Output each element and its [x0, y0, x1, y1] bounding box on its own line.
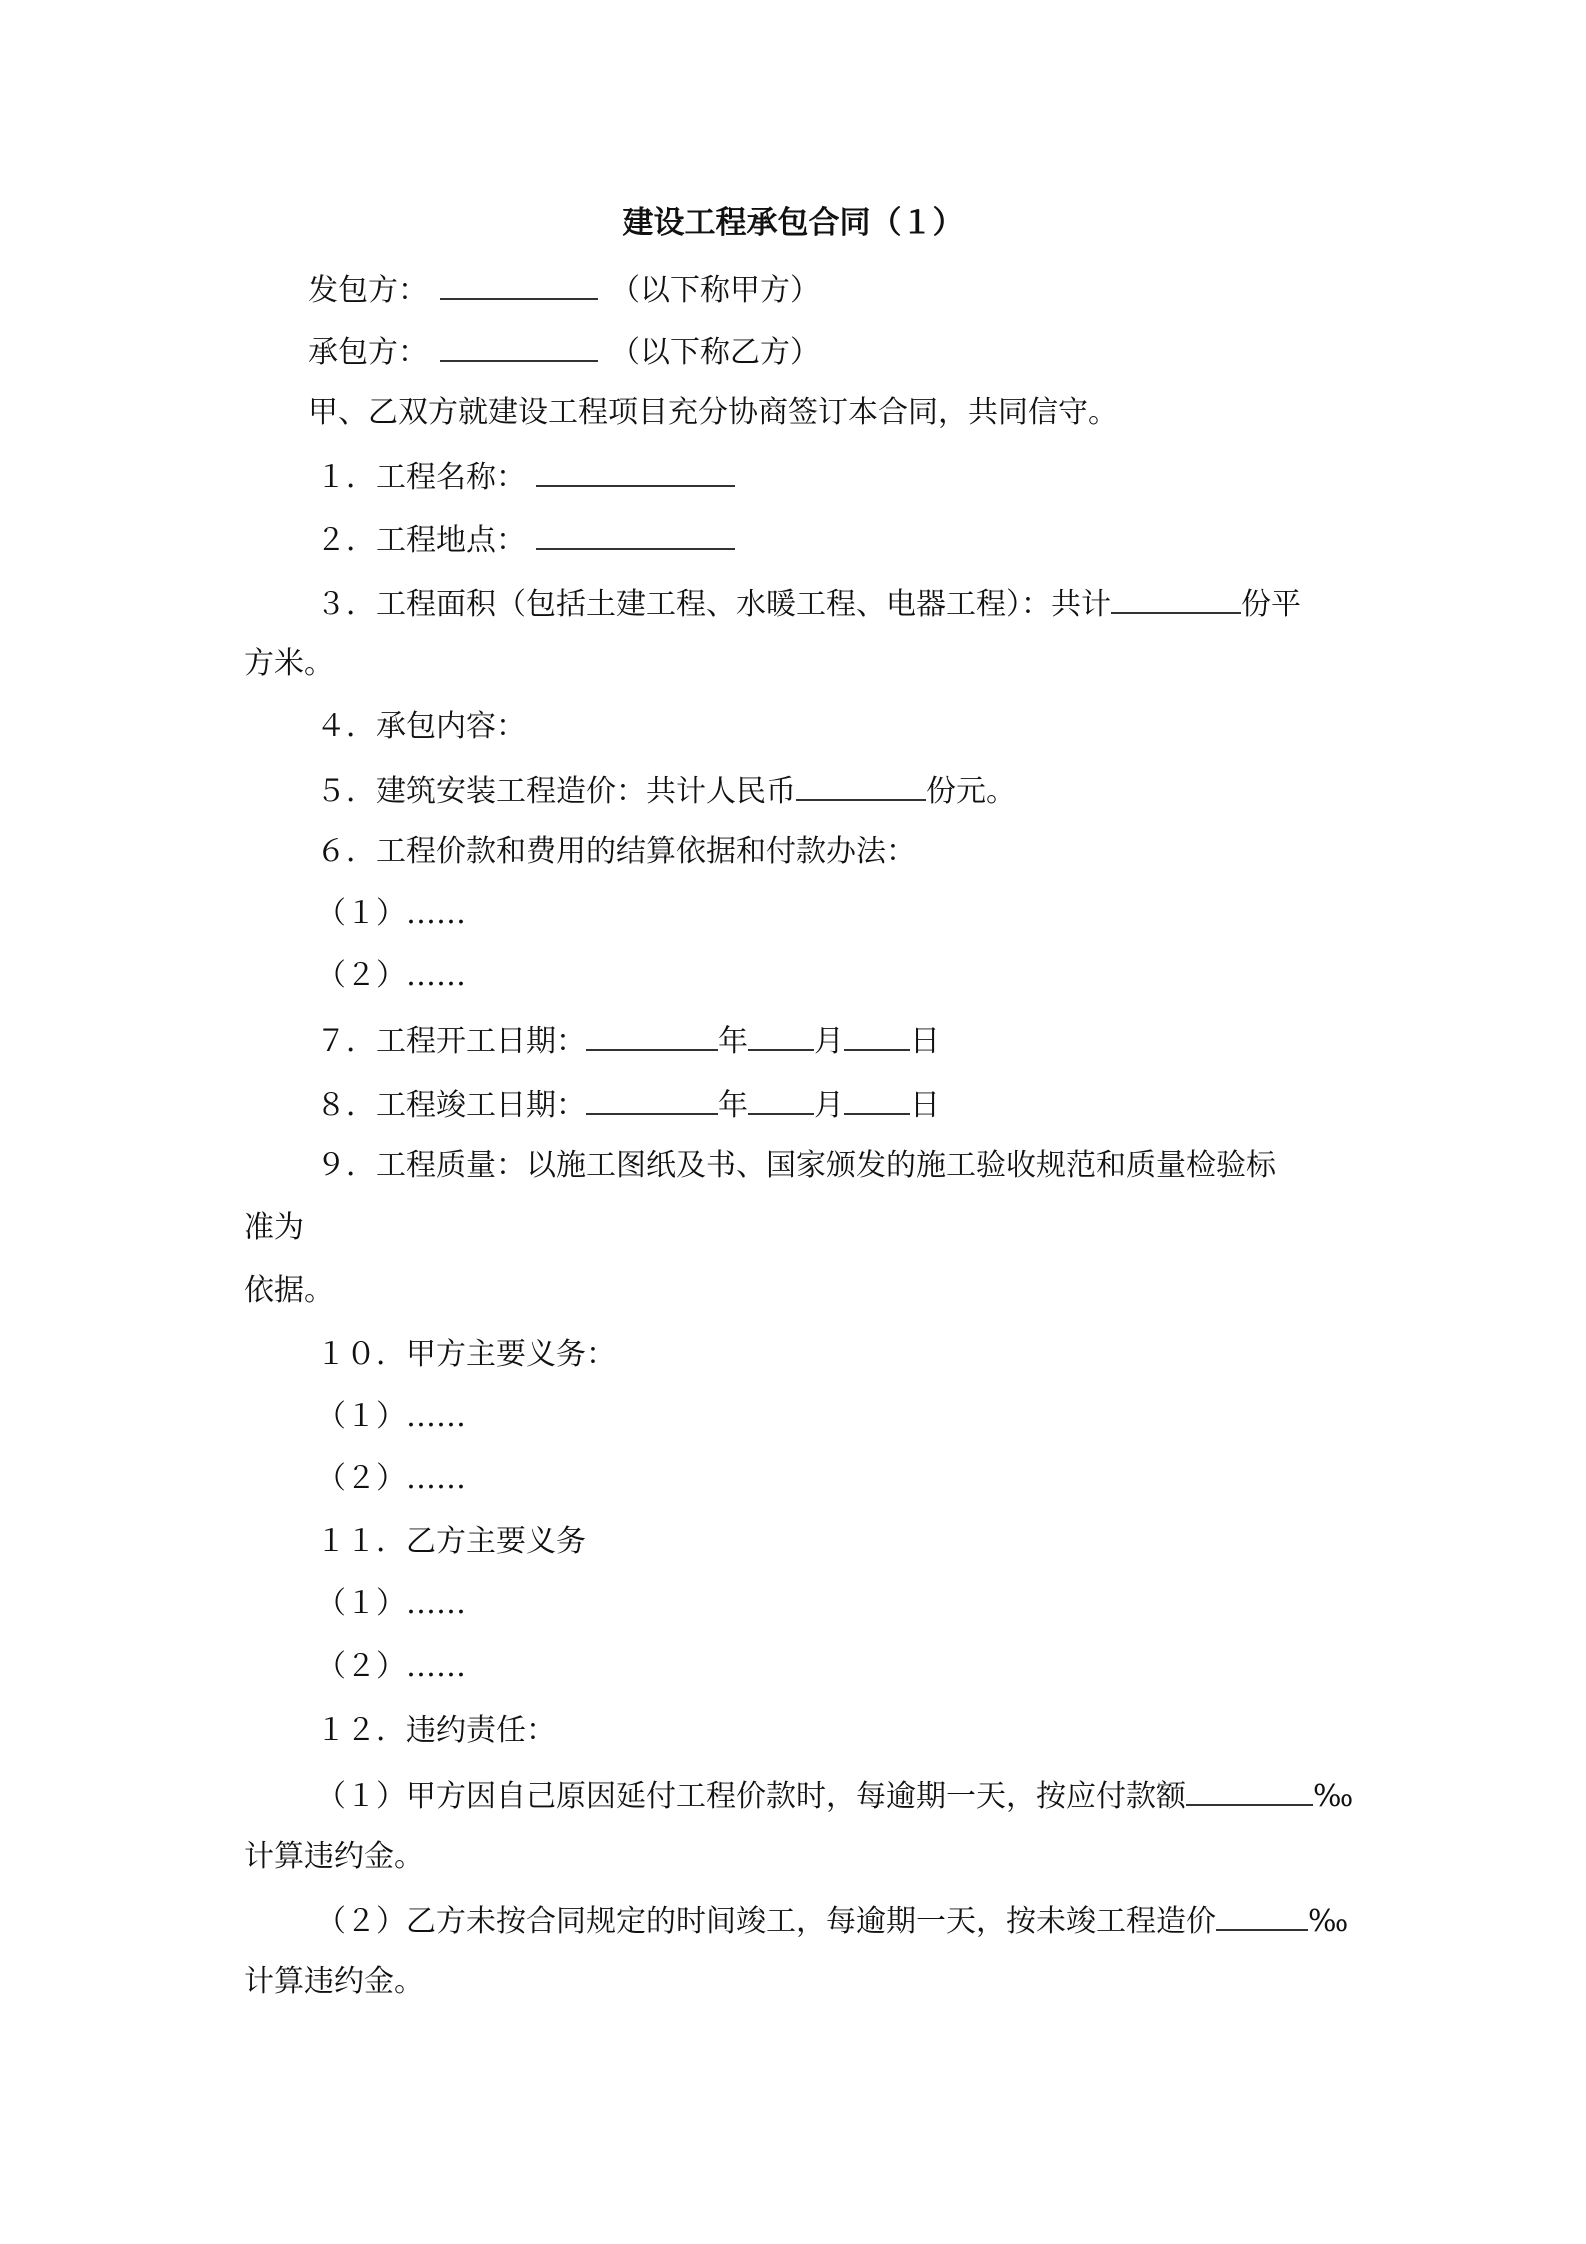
delay-penalty-blank[interactable]: [1216, 1899, 1308, 1931]
start-month-blank[interactable]: [748, 1019, 814, 1051]
start-year-blank[interactable]: [586, 1019, 718, 1051]
party-a-note: （以下称甲方）: [610, 273, 820, 308]
item-12: １２．违约责任：: [316, 1713, 556, 1748]
year-label: 年: [718, 1088, 748, 1123]
permille-sign: ‰: [1308, 1904, 1349, 1939]
item-12-sub-1: [316, 1774, 1353, 1817]
day-label: 日: [910, 1024, 940, 1059]
item-5-unit: 份元。: [926, 774, 1016, 809]
party-b-line: [308, 330, 820, 373]
end-year-blank[interactable]: [586, 1083, 718, 1115]
intro-text: 甲、乙双方就建设工程项目充分协商签订本合同，共同信守。: [308, 395, 1118, 430]
party-b-blank[interactable]: [440, 330, 598, 362]
project-name-blank[interactable]: [536, 455, 735, 487]
item-1-label: １．工程名称：: [316, 460, 526, 495]
item-6-sub-1: （１）……: [316, 896, 466, 931]
party-a-line: [308, 268, 820, 311]
party-b-label: 承包方：: [308, 335, 428, 370]
item-5: [316, 769, 1016, 812]
item-7: [316, 1019, 940, 1062]
party-b-note: （以下称乙方）: [610, 335, 820, 370]
item-12-sub-2: [316, 1899, 1348, 1942]
item-5-label: ５．建筑安装工程造价：共计人民币: [316, 774, 796, 809]
item-11-sub-2: （２）……: [316, 1649, 466, 1684]
item-10-sub-2: （２）……: [316, 1461, 466, 1496]
item-10: １０．甲方主要义务：: [316, 1337, 616, 1372]
area-blank[interactable]: [1111, 582, 1241, 614]
party-a-blank[interactable]: [440, 268, 598, 300]
item-3-unit: 份平: [1241, 587, 1301, 622]
month-label: 月: [814, 1024, 844, 1059]
year-label: 年: [718, 1024, 748, 1059]
item-10-sub-1: （１）……: [316, 1399, 466, 1434]
project-location-blank[interactable]: [536, 518, 735, 550]
item-8-label: ８．工程竣工日期：: [316, 1088, 586, 1123]
item-2: [316, 518, 735, 561]
end-day-blank[interactable]: [844, 1083, 910, 1115]
month-label: 月: [814, 1088, 844, 1123]
party-a-label: 发包方：: [308, 273, 428, 308]
item-9-wrap-1: 准为: [244, 1210, 304, 1245]
item-12-sub-1-wrap: 计算违约金。: [244, 1839, 424, 1874]
item-12-sub-1-text: （１）甲方因自己原因延付工程价款时，每逾期一天，按应付款额: [316, 1779, 1186, 1814]
document-title: 建设工程承包合同（１）: [622, 205, 964, 241]
item-11: １１．乙方主要义务: [316, 1524, 586, 1559]
item-1: [316, 455, 735, 498]
item-6: ６．工程价款和费用的结算依据和付款办法：: [316, 834, 916, 869]
item-3-wrap: 方米。: [244, 646, 334, 681]
item-3-label: ３．工程面积（包括土建工程、水暖工程、电器工程）：共计: [316, 587, 1111, 622]
item-11-sub-1: （１）……: [316, 1586, 466, 1621]
end-month-blank[interactable]: [748, 1083, 814, 1115]
item-8: [316, 1083, 940, 1126]
permille-sign: ‰: [1313, 1779, 1354, 1814]
item-6-sub-2: （２）……: [316, 958, 466, 993]
day-label: 日: [910, 1088, 940, 1123]
cost-blank[interactable]: [796, 769, 926, 801]
item-3: [316, 582, 1301, 625]
payment-penalty-blank[interactable]: [1186, 1774, 1313, 1806]
item-2-label: ２．工程地点：: [316, 523, 526, 558]
item-9: ９．工程质量：以施工图纸及书、国家颁发的施工验收规范和质量检验标: [316, 1148, 1276, 1183]
item-4: ４．承包内容：: [316, 709, 526, 744]
start-day-blank[interactable]: [844, 1019, 910, 1051]
item-12-sub-2-text: （２）乙方未按合同规定的时间竣工，每逾期一天，按未竣工程造价: [316, 1904, 1216, 1939]
item-12-sub-2-wrap: 计算违约金。: [244, 1964, 424, 1999]
item-9-wrap-2: 依据。: [244, 1273, 334, 1308]
item-7-label: ７．工程开工日期：: [316, 1024, 586, 1059]
